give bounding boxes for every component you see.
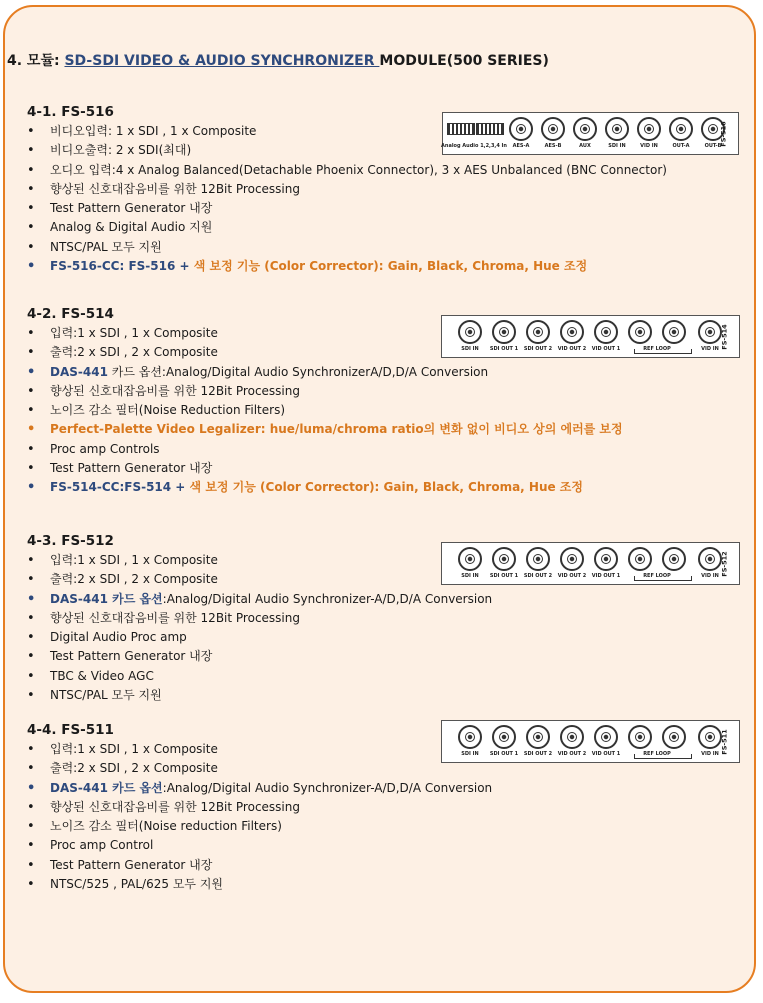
- section-fs-512: [27, 531, 492, 705]
- fs-512-rear-panel: [441, 542, 740, 585]
- connector-label: REF LOOP: [643, 751, 671, 757]
- bnc-connector: [605, 117, 629, 141]
- section-fs-511: [27, 720, 492, 894]
- connector-label: SDI IN: [461, 751, 479, 757]
- bnc-connector: [662, 547, 686, 571]
- panel-model-label: FS-512: [720, 550, 729, 577]
- list-item: • Proc amp Control: [27, 836, 492, 855]
- phoenix-terminal: [476, 123, 504, 135]
- panel-model-label: FS-511: [720, 728, 729, 755]
- list-item: • 향상된 신호대잡음비를 위한 12Bit Processing: [27, 609, 492, 628]
- list-item: • Test Pattern Generator 내장: [27, 647, 492, 666]
- connector-label: VID OUT 2: [557, 346, 587, 352]
- fs-516-rear-panel: [442, 112, 739, 155]
- list-item: • 노이즈 감소 필터(Noise Reduction Filters): [27, 401, 623, 420]
- bnc-connector: [560, 320, 584, 344]
- phoenix-terminal: [447, 123, 475, 135]
- bnc-connector: [698, 320, 722, 344]
- connector-label: VID IN: [701, 346, 719, 352]
- connector-label: VID IN: [701, 751, 719, 757]
- list-item-das: • DAS-441 카드 옵션:Analog/Digital Audio SynchronizerA/D,D/A Conversion: [27, 363, 623, 382]
- list-item: • NTSC/525 , PAL/625 모두 지원: [27, 875, 492, 894]
- list-item: • Analog & Digital Audio 지원: [27, 218, 667, 237]
- connector-label: VID OUT 2: [557, 751, 587, 757]
- list-item: • 비디오출력: 2 x SDI(최대): [27, 141, 667, 160]
- bnc-connector: [509, 117, 533, 141]
- terminal-label: Analog Audio 1,2,3,4 In: [441, 143, 507, 149]
- list-item: • 입력:1 x SDI , 1 x Composite: [27, 551, 492, 570]
- bnc-connector: [594, 320, 618, 344]
- title-suffix: MODULE(500 SERIES): [379, 53, 549, 69]
- bnc-connector: [698, 725, 722, 749]
- list-item: • 노이즈 감소 필터(Noise reduction Filters): [27, 817, 492, 836]
- bnc-connector: [662, 320, 686, 344]
- list-item-orange: • Perfect-Palette Video Legalizer: hue/luma/chroma ratio의 변화 없이 비디오 상의 에러를 보정: [27, 420, 623, 439]
- page-title: [7, 50, 549, 70]
- connector-label: AUX: [579, 143, 591, 149]
- list-item: • 입력:1 x SDI , 1 x Composite: [27, 740, 492, 759]
- bnc-connector: [628, 547, 652, 571]
- list-item: • Digital Audio Proc amp: [27, 628, 492, 647]
- list-item: • 비디오입력: 1 x SDI , 1 x Composite: [27, 122, 667, 141]
- connector-label: SDI OUT 1: [489, 573, 519, 579]
- bnc-connector: [573, 117, 597, 141]
- list-item: • 향상된 신호대잡음비를 위한 12Bit Processing: [27, 798, 492, 817]
- list-item: • Test Pattern Generator 내장: [27, 459, 623, 478]
- bnc-connector: [526, 725, 550, 749]
- list-item: • Proc amp Controls: [27, 440, 623, 459]
- bnc-connector: [458, 320, 482, 344]
- connector-label: VID OUT 2: [557, 573, 587, 579]
- bnc-connector: [594, 725, 618, 749]
- list-item: • NTSC/PAL 모두 지원: [27, 686, 492, 705]
- connector-label: VID IN: [701, 573, 719, 579]
- bnc-connector: [662, 725, 686, 749]
- connector-label: AES-B: [544, 143, 562, 149]
- fs-511-rear-panel: [441, 720, 740, 763]
- bnc-connector: [526, 547, 550, 571]
- bnc-connector: [628, 725, 652, 749]
- connector-label: SDI OUT 1: [489, 346, 519, 352]
- list-item: • 입력:1 x SDI , 1 x Composite: [27, 324, 623, 343]
- bnc-connector: [526, 320, 550, 344]
- bnc-connector: [628, 320, 652, 344]
- connector-label: SDI OUT 2: [523, 751, 553, 757]
- list-item: • 출력:2 x SDI , 2 x Composite: [27, 343, 623, 362]
- bnc-connector: [541, 117, 565, 141]
- bnc-connector: [669, 117, 693, 141]
- section-heading: 4-4. FS-511: [27, 722, 114, 738]
- fs-514-rear-panel: [441, 315, 740, 358]
- list-item: • Test Pattern Generator 내장: [27, 856, 492, 875]
- section-heading: 4-3. FS-512: [27, 533, 114, 549]
- connector-label: SDI OUT 2: [523, 346, 553, 352]
- list-item-das: • DAS-441 카드 옵션:Analog/Digital Audio Synchronizer-A/D,D/A Conversion: [27, 779, 492, 798]
- connector-label: VID OUT 1: [591, 573, 621, 579]
- connector-label: SDI IN: [461, 346, 479, 352]
- connector-label: REF LOOP: [643, 573, 671, 579]
- list-item-highlight: • FS-514-CC:FS-514 + 색 보정 기능 (Color Corrector): Gain, Black, Chroma, Hue 조정: [27, 478, 623, 497]
- panel-model-label: FS-514: [720, 323, 729, 350]
- bnc-connector: [637, 117, 661, 141]
- connector-label: VID OUT 1: [591, 751, 621, 757]
- connector-label: VID OUT 1: [591, 346, 621, 352]
- connector-label: OUT-A: [672, 143, 690, 149]
- list-item: • Test Pattern Generator 내장: [27, 199, 667, 218]
- bnc-connector: [492, 320, 516, 344]
- feature-list: [27, 740, 492, 894]
- bnc-connector: [492, 547, 516, 571]
- bnc-connector: [458, 725, 482, 749]
- bnc-connector: [698, 547, 722, 571]
- list-item: • 출력:2 x SDI , 2 x Composite: [27, 759, 492, 778]
- connector-label: VID IN: [640, 143, 658, 149]
- connector-label: REF LOOP: [643, 346, 671, 352]
- list-item: • 향상된 신호대잡음비를 위한 12Bit Processing: [27, 180, 667, 199]
- bnc-connector: [492, 725, 516, 749]
- list-item-das: • DAS-441 카드 옵션:Analog/Digital Audio Synchronizer-A/D,D/A Conversion: [27, 590, 492, 609]
- connector-label: OUT-B: [704, 143, 722, 149]
- connector-label: SDI OUT 1: [489, 751, 519, 757]
- list-item-highlight: • FS-516-CC: FS-516 + 색 보정 기능 (Color Corrector): Gain, Black, Chroma, Hue 조정: [27, 257, 667, 276]
- list-item: • 향상된 신호대잡음비를 위한 12Bit Processing: [27, 382, 623, 401]
- connector-label: SDI IN: [608, 143, 626, 149]
- bnc-connector: [458, 547, 482, 571]
- feature-list: [27, 551, 492, 705]
- list-item: • 오디오 입력:4 x Analog Balanced(Detachable Phoenix Connector), 3 x AES Unbalanced (BNC Connector): [27, 161, 667, 180]
- bnc-connector: [560, 547, 584, 571]
- list-item: • NTSC/PAL 모두 지원: [27, 238, 667, 257]
- list-item: • TBC & Video AGC: [27, 667, 492, 686]
- title-link[interactable]: SD-SDI VIDEO & AUDIO SYNCHRONIZER: [64, 53, 380, 69]
- list-item: • 출력:2 x SDI , 2 x Composite: [27, 570, 492, 589]
- connector-label: AES-A: [512, 143, 530, 149]
- section-heading: 4-2. FS-514: [27, 306, 114, 322]
- title-prefix: 4. 모듈:: [7, 53, 65, 69]
- bnc-connector: [560, 725, 584, 749]
- section-heading: 4-1. FS-516: [27, 104, 114, 120]
- bnc-connector: [594, 547, 618, 571]
- panel-model-label: FS-516: [719, 120, 728, 147]
- connector-label: SDI IN: [461, 573, 479, 579]
- connector-label: SDI OUT 2: [523, 573, 553, 579]
